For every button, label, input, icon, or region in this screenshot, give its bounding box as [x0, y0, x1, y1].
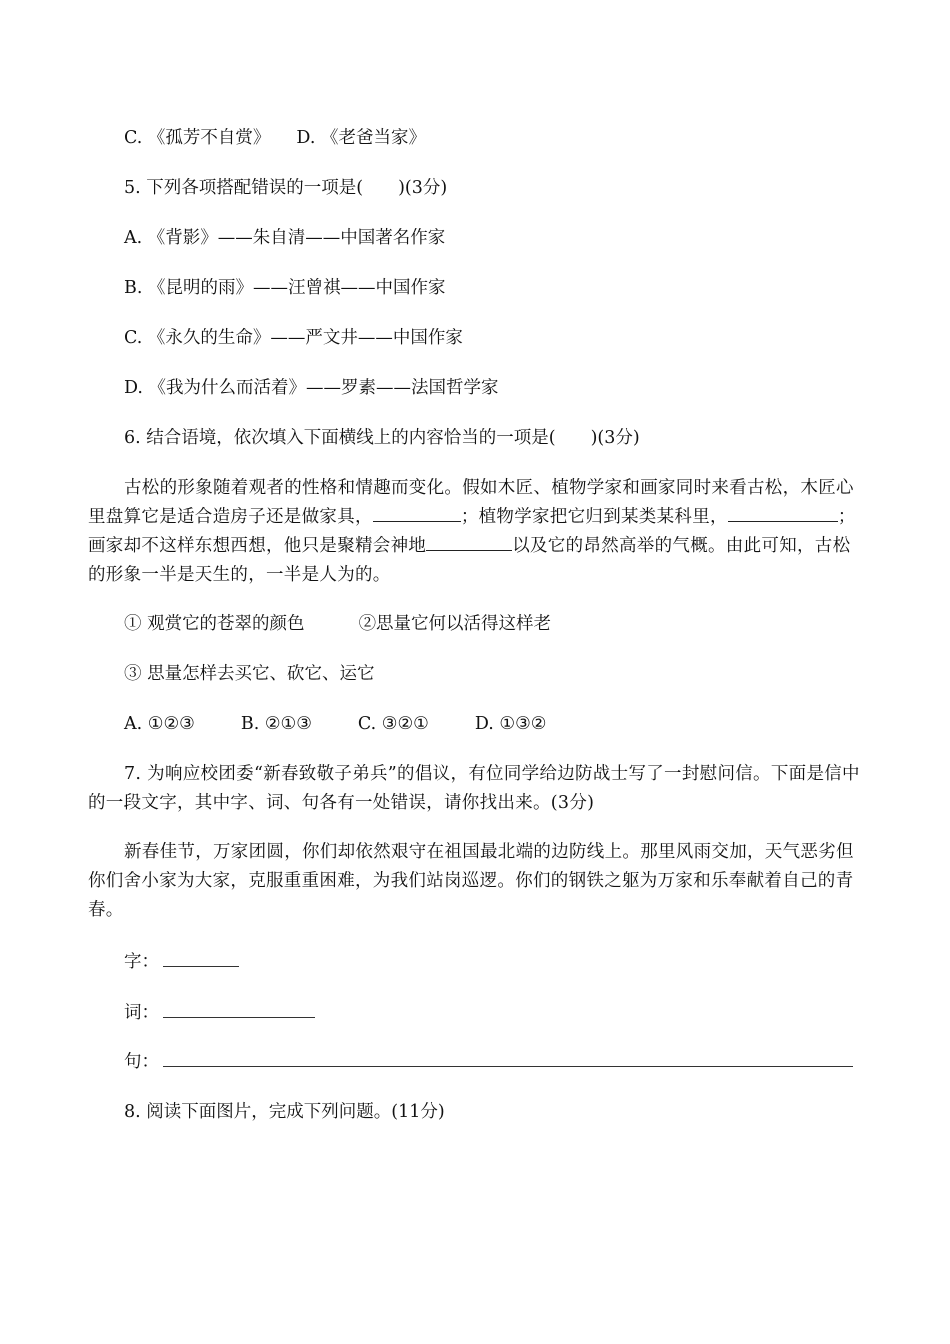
q7-ju-label: 句：: [124, 1052, 159, 1072]
q7-letter: 新春佳节，万家团圆，你们却依然艰守在祖国最北端的边防线上。那里风雨交加，天气恶劣但你们舍小家为大家，克服重重困难，为我们站岗巡逻。你们的钢铁之躯为万家和乐奉献着自己的青春。: [88, 842, 854, 920]
q6-blank-2: [728, 503, 838, 522]
q6-passage-part2: ；植物学家把它归到某类某科里，: [460, 507, 728, 527]
q6-stem: 6. 结合语境，依次填入下面横线上的内容恰当的一项是( )(3分): [124, 428, 640, 448]
q6-answer-b: B. ②①③: [240, 714, 312, 734]
q6-choice-1: ① 观赏它的苍翠的颜色: [124, 614, 305, 634]
q7-zi-answer-line[interactable]: [163, 950, 239, 967]
q5-stem: 5. 下列各项搭配错误的一项是( )(3分): [124, 178, 448, 198]
q4-option-c: C. 《孤芳不自赏》: [124, 128, 271, 148]
q5-option-b: B. 《昆明的雨》——汪曾祺——中国作家: [124, 278, 446, 298]
q8-stem: 8. 阅读下面图片，完成下列问题。(11分): [124, 1102, 445, 1122]
q7-ci-row: [124, 1001, 315, 1025]
q6-answers: [124, 712, 904, 736]
q6-answer-a: A. ①②③: [124, 714, 195, 734]
q6-blank-3: [426, 532, 512, 551]
q7-ju-row: [124, 1050, 853, 1074]
q7-ci-answer-line[interactable]: [163, 1001, 315, 1018]
q7-stem: 7. 为响应校团委“新春致敬子弟兵”的倡议，有位同学给边防战士写了一封慰问信。下面是信中的一段文字，其中字、词、句各有一处错误，请你找出来。(3分): [88, 764, 860, 813]
q5-option-d: D. 《我为什么而活着》——罗素——法国哲学家: [124, 378, 499, 398]
q6-passage-part4: 以及它的昂然高举的气概。由此可知，古松的形象一半是天生的，一半是人为的。: [88, 536, 851, 585]
q7-ci-label: 词：: [124, 1003, 159, 1023]
q6-choice-3: ③ 思量怎样去买它、砍它、运它: [124, 664, 375, 684]
q6-answer-d: D. ①③②: [474, 714, 547, 734]
q6-blank-1: [373, 503, 461, 522]
q5-option-a: A. 《背影》——朱自清——中国著名作家: [124, 228, 446, 248]
q7-zi-row: [124, 950, 239, 974]
q6-passage-part3: ；画家却不这样东想西想，他只是聚精会神地: [88, 507, 856, 556]
q6-choice-2: ②思量它何以活得这样老: [358, 614, 552, 634]
q6-passage: [88, 474, 864, 590]
q6-answer-c: C. ③②①: [357, 714, 429, 734]
q6-passage-part1: 古松的形象随着观者的性格和情趣而变化。假如木匠、植物学家和画家同时来看古松，木匠心里盘算它是适合造房子还是做家具，: [88, 478, 854, 527]
q7-zi-label: 字：: [124, 952, 159, 972]
q6-choices-row1: [124, 612, 904, 636]
q4-options-cd: [124, 126, 904, 150]
q4-option-d: D. 《老爸当家》: [296, 128, 426, 148]
q5-option-c: C. 《永久的生命》——严文井——中国作家: [124, 328, 463, 348]
q7-ju-answer-line[interactable]: [163, 1050, 853, 1067]
